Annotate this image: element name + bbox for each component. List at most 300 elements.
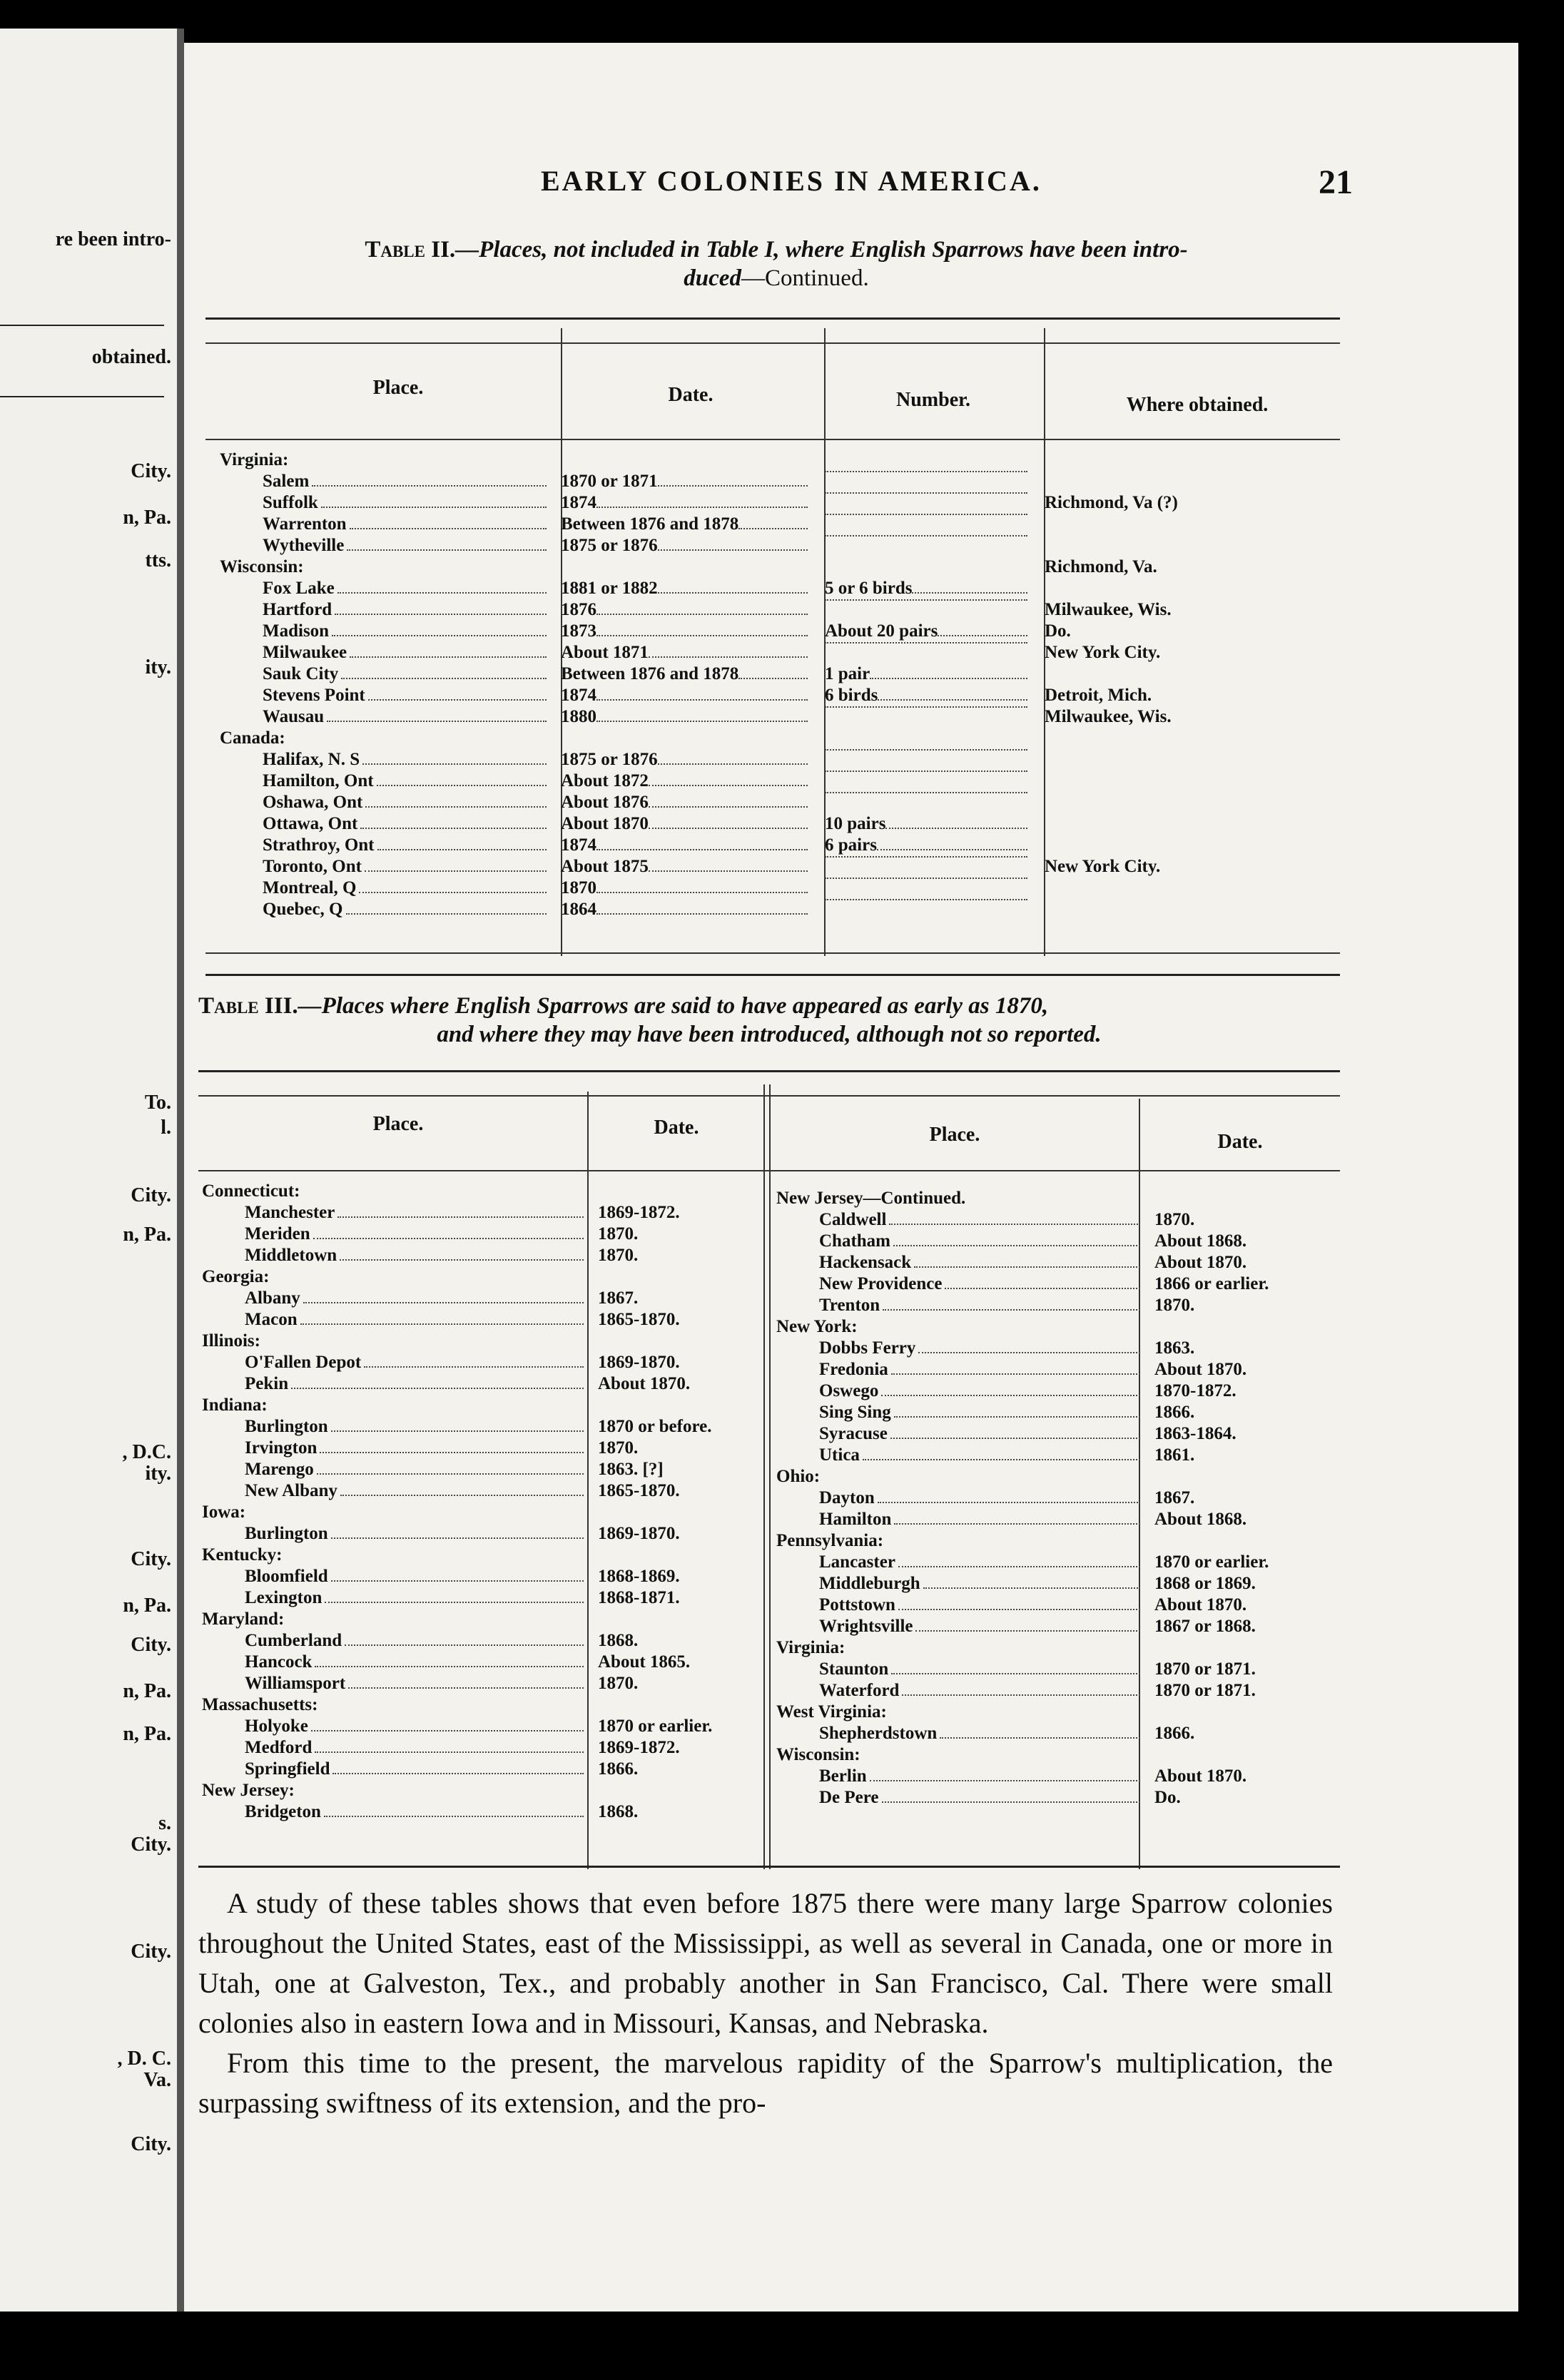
place-wrap [202, 1694, 591, 1716]
place-name: Illinois: [202, 1331, 263, 1352]
place-wrap [263, 599, 554, 621]
date-cell-wrap [554, 856, 818, 878]
date-cell-wrap [591, 1202, 751, 1224]
where-cell [1037, 599, 1323, 621]
number-cell-text: 6 birds [825, 686, 878, 705]
where-cell [1037, 514, 1323, 535]
date-cell [1147, 1359, 1326, 1380]
dot-leader [325, 1587, 584, 1603]
dot-leader [912, 578, 1027, 594]
date-cell-wrap [591, 1224, 751, 1245]
date-cell-wrap [554, 514, 818, 535]
place-name: New Albany [245, 1480, 340, 1502]
place-cell [202, 1716, 591, 1737]
place-cell [202, 1694, 591, 1716]
place-wrap [202, 1266, 591, 1288]
dot-leader [825, 749, 1027, 751]
where-cell [1037, 856, 1323, 878]
date-cell [591, 1288, 751, 1309]
place-wrap [220, 449, 554, 471]
place-cell [220, 792, 554, 813]
place-cell [220, 535, 554, 556]
table-row [220, 749, 1323, 771]
place-name: Halifax, N. S [263, 749, 362, 771]
place-cell [776, 1295, 1147, 1316]
place-cell [220, 749, 554, 771]
place-cell [220, 449, 554, 471]
date-cell [1147, 1702, 1326, 1723]
place-name: Bridgeton [245, 1801, 324, 1823]
date-cell-text: 1864 [561, 900, 596, 919]
date-cell-text: 1866 or earlier. [1154, 1274, 1269, 1293]
place-name: Williamsport [245, 1673, 348, 1694]
dot-leader [863, 1445, 1140, 1460]
dot-leader [332, 621, 547, 636]
dot-leader [891, 1659, 1140, 1674]
table-row [202, 1181, 751, 1202]
dot-leader [315, 1737, 584, 1753]
date-cell [554, 792, 818, 813]
place-wrap [263, 856, 554, 878]
table-row [202, 1416, 751, 1438]
date-cell-wrap [554, 578, 818, 599]
place-wrap [245, 1480, 591, 1502]
date-cell-wrap [554, 642, 818, 663]
dot-leader [365, 856, 547, 872]
date-cell-text: 1868. [598, 1802, 639, 1821]
place-cell [776, 1488, 1147, 1509]
date-cell-wrap [554, 535, 818, 556]
dot-leader [348, 1673, 584, 1689]
where-cell-text: New York City. [1045, 643, 1161, 662]
table-row [220, 621, 1323, 642]
date-cell-wrap [591, 1459, 751, 1480]
place-wrap [819, 1680, 1147, 1702]
dot-leader [311, 1716, 584, 1731]
place-cell [202, 1331, 591, 1352]
place-cell [202, 1202, 591, 1224]
place-wrap [263, 813, 554, 835]
date-cell [554, 878, 818, 899]
table-row [202, 1224, 751, 1245]
facing-page-text: Va. [143, 2069, 171, 2091]
dot-leader [337, 578, 547, 594]
date-cell-wrap [1147, 1616, 1326, 1637]
date-cell-text: 1867. [598, 1288, 639, 1308]
facing-page-fragment [0, 29, 177, 2312]
dot-leader [312, 471, 547, 487]
table-row [776, 1231, 1326, 1252]
place-wrap [245, 1224, 591, 1245]
place-cell [202, 1587, 591, 1609]
place-wrap [202, 1609, 591, 1630]
table-row [220, 471, 1323, 492]
place-name: Hancock [245, 1652, 315, 1673]
dot-leader [915, 1616, 1140, 1632]
table-row [220, 856, 1323, 878]
place-cell [202, 1459, 591, 1480]
date-cell-text: 1870-1872. [1154, 1381, 1237, 1400]
place-wrap [202, 1395, 591, 1416]
date-cell-wrap [554, 706, 818, 728]
place-name: Pennsylvania: [776, 1530, 886, 1552]
date-cell-wrap [591, 1309, 751, 1331]
table-row [220, 878, 1323, 899]
dot-leader [341, 663, 547, 679]
date-cell-wrap [591, 1288, 751, 1309]
date-cell [554, 835, 818, 856]
date-cell [591, 1395, 751, 1416]
facing-page-text: l. [161, 1117, 171, 1139]
date-cell-wrap [591, 1566, 751, 1587]
table-row [776, 1595, 1326, 1616]
table3-caption-line1: —Places where English Sparrows are said to have appeared as early as 1870, [298, 993, 1049, 1019]
place-name: Waterford [819, 1680, 902, 1702]
date-cell-text: 1874 [561, 686, 596, 705]
place-wrap [263, 663, 554, 685]
place-name: Lexington [245, 1587, 325, 1609]
number-cell [818, 642, 1037, 663]
table-row [776, 1402, 1326, 1423]
date-cell [591, 1737, 751, 1759]
table-row [776, 1273, 1326, 1295]
date-cell [591, 1438, 751, 1459]
date-cell [1147, 1295, 1326, 1316]
date-cell-wrap [591, 1438, 751, 1459]
number-cell-wrap [818, 878, 1037, 885]
date-cell [1147, 1273, 1326, 1295]
number-cell-wrap [818, 599, 1037, 606]
place-wrap [263, 578, 554, 599]
place-cell [202, 1545, 591, 1566]
dot-leader [940, 1723, 1140, 1739]
table2 [220, 449, 1323, 920]
facing-page-text: City. [131, 1941, 171, 1963]
place-wrap [202, 1545, 591, 1566]
table-row [776, 1188, 1326, 1209]
dot-leader [877, 835, 1027, 850]
place-wrap [220, 556, 554, 578]
date-cell-wrap [591, 1737, 751, 1759]
table-row [220, 556, 1323, 578]
place-name: Irvington [245, 1438, 320, 1459]
place-name: Macon [245, 1309, 300, 1331]
place-name: Manchester [245, 1202, 337, 1224]
date-cell [554, 621, 818, 642]
place-wrap [202, 1780, 591, 1801]
number-cell [818, 856, 1037, 878]
table-row [776, 1423, 1326, 1445]
dot-leader [945, 1273, 1140, 1289]
date-cell [1147, 1509, 1326, 1530]
place-wrap [776, 1466, 1147, 1488]
date-cell-wrap [554, 792, 818, 813]
date-cell [591, 1459, 751, 1480]
place-wrap [776, 1188, 1147, 1209]
place-name: Wisconsin: [220, 556, 307, 578]
date-cell [554, 899, 818, 920]
place-cell [220, 878, 554, 899]
date-cell [554, 514, 818, 535]
table3-top-rule [198, 1070, 1340, 1072]
date-cell-text: About 1868. [1154, 1510, 1247, 1529]
place-name: Middletown [245, 1245, 340, 1266]
date-cell-wrap [1147, 1595, 1326, 1616]
place-cell [776, 1445, 1147, 1466]
book-gutter [177, 29, 184, 2312]
dot-leader [368, 685, 547, 701]
where-cell [1037, 535, 1323, 556]
date-cell-wrap [1147, 1252, 1326, 1273]
date-cell [1147, 1423, 1326, 1445]
number-cell-wrap [818, 471, 1037, 478]
table2-caption-line1: —Places, not included in Table I, where English Sparrows have been intro- [455, 237, 1188, 263]
where-cell [1037, 771, 1323, 792]
place-wrap [263, 535, 554, 556]
where-cell [1037, 728, 1323, 749]
table2-caption-continued: —Continued. [741, 265, 869, 291]
date-cell-text: 1863-1864. [1154, 1424, 1237, 1443]
dot-leader [649, 771, 808, 786]
date-cell-text: 1865-1870. [598, 1481, 680, 1500]
where-cell [1037, 578, 1323, 599]
number-cell-wrap [818, 535, 1037, 542]
dot-leader [890, 1423, 1140, 1439]
number-cell [818, 813, 1037, 835]
place-cell [220, 728, 554, 749]
date-cell-wrap [591, 1373, 751, 1395]
place-cell [202, 1480, 591, 1502]
table-row [202, 1545, 751, 1566]
number-cell [818, 471, 1037, 492]
place-name: Hamilton, Ont [263, 771, 377, 792]
number-cell-wrap [818, 835, 1037, 856]
dot-leader [938, 621, 1027, 636]
table3-header-place-right: Place. [929, 1124, 980, 1146]
dot-leader [923, 1573, 1140, 1589]
facing-page-text: obtained. [91, 346, 171, 368]
facing-page-text: City. [131, 460, 171, 482]
date-cell [1147, 1595, 1326, 1616]
place-name: Fox Lake [263, 578, 337, 599]
place-name: Canada: [220, 728, 288, 749]
table-row [220, 535, 1323, 556]
table3-right [776, 1188, 1326, 1809]
table-row [220, 685, 1323, 706]
number-cell [818, 878, 1037, 899]
date-cell [1147, 1402, 1326, 1423]
place-wrap [819, 1509, 1147, 1530]
place-wrap [263, 749, 554, 771]
place-name: Ohio: [776, 1466, 823, 1488]
date-cell [1147, 1188, 1326, 1209]
table-row [776, 1573, 1326, 1595]
date-cell-text: 1870. [598, 1438, 639, 1458]
dot-leader [902, 1680, 1140, 1696]
place-wrap [819, 1723, 1147, 1744]
table-row [776, 1530, 1326, 1552]
place-cell [776, 1637, 1147, 1659]
date-cell-text: 1870 or before. [598, 1417, 712, 1436]
date-cell [554, 449, 818, 471]
place-wrap [819, 1445, 1147, 1466]
place-name: Caldwell [819, 1209, 889, 1231]
date-cell [591, 1266, 751, 1288]
dot-leader [327, 706, 547, 722]
dot-leader [596, 599, 808, 615]
table-row [202, 1309, 751, 1331]
table-row [776, 1552, 1326, 1573]
date-cell-text: 1863. [?] [598, 1460, 664, 1479]
place-name: Dayton [819, 1488, 878, 1509]
number-cell [818, 578, 1037, 599]
date-cell-wrap [1147, 1680, 1326, 1702]
date-cell-wrap [591, 1716, 751, 1737]
date-cell-wrap [1147, 1338, 1326, 1359]
number-cell [818, 663, 1037, 685]
place-name: Wytheville [263, 535, 347, 556]
table2-end-rule [205, 974, 1340, 976]
dot-leader [878, 1488, 1140, 1503]
place-cell [776, 1616, 1147, 1637]
place-name: West Virginia: [776, 1702, 890, 1723]
date-cell-wrap [554, 599, 818, 621]
dot-leader [914, 1252, 1140, 1268]
date-cell-wrap [1147, 1209, 1326, 1231]
where-cell [1037, 492, 1323, 514]
date-cell [1147, 1338, 1326, 1359]
place-cell [220, 685, 554, 706]
date-cell-wrap [1147, 1573, 1326, 1595]
date-cell-wrap [591, 1673, 751, 1694]
place-cell [776, 1659, 1147, 1680]
date-cell-text: 1875 or 1876 [561, 536, 658, 555]
table-row [202, 1566, 751, 1587]
table-row [220, 792, 1323, 813]
date-cell-text: 1870. [1154, 1210, 1195, 1229]
date-cell-text: About 1875 [561, 857, 649, 876]
date-cell-text: 1866. [1154, 1724, 1195, 1743]
place-name: Hackensack [819, 1252, 914, 1273]
place-wrap [819, 1766, 1147, 1787]
table-row [776, 1252, 1326, 1273]
number-cell [818, 771, 1037, 792]
place-wrap [245, 1630, 591, 1652]
date-cell [591, 1352, 751, 1373]
where-cell-text: Detroit, Mich. [1045, 686, 1152, 705]
place-cell [202, 1352, 591, 1373]
date-cell-text: About 1870. [1154, 1766, 1247, 1786]
place-wrap [245, 1373, 591, 1395]
date-cell-wrap [1147, 1273, 1326, 1295]
table2-caption-line2: duced [684, 265, 741, 291]
date-cell [554, 663, 818, 685]
dot-leader [331, 1523, 584, 1539]
dot-leader [321, 492, 547, 508]
date-cell [554, 599, 818, 621]
table-row [202, 1523, 751, 1545]
dot-leader [870, 663, 1027, 679]
number-cell-wrap [818, 792, 1037, 799]
place-wrap [263, 642, 554, 663]
dot-leader [596, 878, 808, 893]
place-wrap [245, 1459, 591, 1480]
where-cell [1037, 621, 1323, 642]
place-name: Wisconsin: [776, 1744, 863, 1766]
where-cell-wrap [1037, 492, 1323, 514]
dot-leader [825, 642, 1027, 644]
place-name: Middleburgh [819, 1573, 923, 1595]
dot-leader [596, 835, 808, 850]
place-cell [220, 642, 554, 663]
table2-top-rule [205, 317, 1340, 320]
date-cell [1147, 1252, 1326, 1273]
dot-leader [291, 1373, 584, 1389]
where-cell [1037, 899, 1323, 920]
place-cell [202, 1630, 591, 1652]
facing-page-text: re been intro- [55, 228, 171, 250]
date-cell-text: 1875 or 1876 [561, 750, 658, 769]
date-cell [554, 856, 818, 878]
date-cell-wrap [1147, 1659, 1326, 1680]
date-cell [554, 749, 818, 771]
date-cell [1147, 1637, 1326, 1659]
place-cell [202, 1288, 591, 1309]
date-cell-text: 1870 or 1871 [561, 472, 658, 491]
date-cell [591, 1202, 751, 1224]
place-name: Albany [245, 1288, 303, 1309]
date-cell [1147, 1488, 1326, 1509]
place-name: Shepherdstown [819, 1723, 940, 1744]
place-cell [220, 556, 554, 578]
facing-page-text: n, Pa. [123, 1723, 171, 1745]
place-name: Fredonia [819, 1359, 891, 1380]
date-cell [591, 1780, 751, 1801]
dot-leader [320, 1438, 584, 1453]
table-row [776, 1702, 1326, 1723]
place-cell [776, 1380, 1147, 1402]
table-row [220, 578, 1323, 599]
place-wrap [263, 899, 554, 920]
place-cell [776, 1595, 1147, 1616]
place-cell [202, 1502, 591, 1523]
date-cell [591, 1716, 751, 1737]
date-cell [591, 1673, 751, 1694]
date-cell-wrap [591, 1801, 751, 1823]
where-cell-text: Do. [1045, 621, 1071, 641]
table-row [220, 899, 1323, 920]
date-cell-text: About 1870. [1154, 1595, 1247, 1614]
place-cell [220, 771, 554, 792]
number-cell-wrap [818, 813, 1037, 835]
table2-caption [213, 235, 1340, 293]
table-row [202, 1373, 751, 1395]
dot-leader [596, 492, 808, 508]
dot-leader [345, 1630, 584, 1646]
date-cell-text: 1867. [1154, 1488, 1195, 1507]
dot-leader [825, 514, 1027, 515]
table-row [776, 1338, 1326, 1359]
table-row [220, 492, 1323, 514]
date-cell [591, 1480, 751, 1502]
place-cell [202, 1181, 591, 1202]
number-cell-wrap [818, 685, 1037, 706]
dot-leader [825, 771, 1027, 772]
place-cell [220, 835, 554, 856]
place-name: Kentucky: [202, 1545, 285, 1566]
date-cell-wrap [554, 471, 818, 492]
place-wrap [819, 1359, 1147, 1380]
